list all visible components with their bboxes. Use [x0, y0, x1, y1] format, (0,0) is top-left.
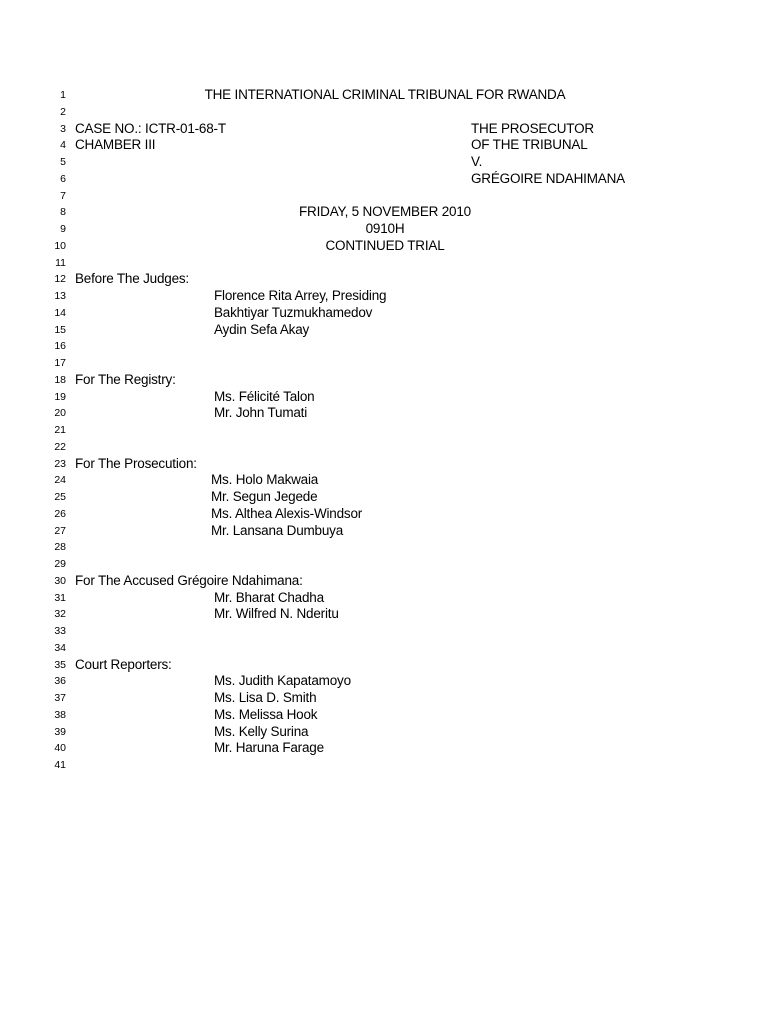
transcript-line — [0, 506, 770, 523]
transcript-line — [0, 154, 770, 171]
transcript-line — [0, 472, 770, 489]
transcript-line — [0, 372, 770, 389]
transcript-line — [0, 640, 770, 657]
transcript-line — [0, 439, 770, 456]
line-number: 10 — [54, 239, 66, 252]
line-number: 19 — [54, 390, 66, 403]
case-title-text: V. — [471, 154, 483, 169]
line-text: Ms. Holo Makwaia — [211, 472, 319, 488]
line-number: 35 — [54, 658, 66, 671]
transcript-line — [0, 740, 770, 757]
line-number: 29 — [54, 558, 66, 570]
transcript-line — [0, 171, 770, 188]
transcript-line — [0, 657, 770, 674]
line-number: 30 — [54, 574, 66, 587]
line-text: Ms. Althea Alexis-Windsor — [211, 505, 363, 521]
line-number: 5 — [60, 156, 66, 168]
line-number: 18 — [54, 373, 66, 386]
line-number: 9 — [60, 223, 66, 235]
transcript-line — [0, 707, 770, 724]
line-text: Ms. Lisa D. Smith — [214, 690, 317, 705]
line-text: Mr. Haruna Farage — [214, 740, 324, 756]
line-number: 28 — [54, 541, 66, 554]
line-number: 4 — [60, 139, 66, 152]
line-text: Florence Rita Arrey, Presiding — [214, 288, 387, 303]
line-number: 25 — [54, 491, 66, 503]
transcript-line — [0, 322, 770, 339]
line-number: 26 — [54, 507, 66, 520]
line-number: 39 — [54, 725, 66, 738]
line-number: 21 — [54, 424, 66, 436]
line-number: 8 — [60, 206, 66, 219]
case-title-text: OF THE TRIBUNAL — [471, 137, 588, 153]
line-number: 3 — [60, 122, 66, 135]
line-number: 13 — [54, 290, 66, 302]
line-number: 17 — [54, 357, 66, 369]
line-number: 15 — [54, 323, 66, 336]
transcript-line — [0, 690, 770, 707]
line-text: FRIDAY, 5 NOVEMBER 2010 — [299, 204, 471, 220]
line-number: 31 — [54, 591, 66, 604]
line-number: 41 — [54, 759, 66, 771]
line-number: 32 — [54, 608, 66, 621]
line-number: 38 — [54, 708, 66, 721]
line-number: 37 — [54, 692, 66, 704]
transcript-line — [0, 456, 770, 473]
line-number: 6 — [60, 172, 66, 185]
line-text: Mr. John Tumati — [214, 405, 308, 421]
line-text: Mr. Segun Jegede — [211, 489, 318, 504]
line-number: 20 — [54, 407, 66, 420]
line-text: For The Registry: — [75, 371, 176, 387]
line-number: 34 — [54, 641, 66, 654]
line-text: CONTINUED TRIAL — [325, 237, 445, 253]
transcript-line — [0, 673, 770, 690]
transcript-line — [0, 188, 770, 205]
line-number: 36 — [54, 675, 66, 688]
line-text: For The Accused Grégoire Ndahimana: — [75, 572, 303, 588]
line-text: Mr. Lansana Dumbuya — [211, 522, 344, 538]
case-title-text: THE PROSECUTOR — [471, 120, 594, 136]
transcript-line — [0, 489, 770, 506]
transcript-line — [0, 338, 770, 355]
transcript-line — [0, 422, 770, 439]
transcript-line — [0, 204, 770, 221]
line-number: 24 — [54, 474, 66, 487]
line-number: 2 — [60, 105, 66, 118]
transcript-line — [0, 255, 770, 272]
line-text: Court Reporters: — [75, 656, 172, 672]
line-number: 14 — [54, 306, 66, 319]
transcript-line — [0, 271, 770, 288]
line-number: 1 — [60, 89, 66, 101]
transcript-line — [0, 104, 770, 121]
transcript-line — [0, 355, 770, 372]
line-number: 11 — [55, 256, 66, 269]
line-number: 40 — [54, 742, 66, 755]
line-text: Mr. Bharat Chadha — [214, 589, 324, 605]
line-text: Before The Judges: — [75, 271, 189, 287]
line-number: 22 — [54, 440, 66, 453]
line-number: 16 — [54, 340, 66, 353]
line-text: 0910H — [365, 221, 405, 236]
line-text: Mr. Wilfred N. Nderitu — [214, 606, 339, 622]
transcript-line — [0, 757, 770, 774]
transcript-line — [0, 405, 770, 422]
transcript-line — [0, 573, 770, 590]
transcript-line — [0, 590, 770, 607]
case-title-text: GRÉGOIRE NDAHIMANA — [471, 170, 625, 186]
line-text: Ms. Félicité Talon — [214, 388, 315, 404]
line-number: 7 — [60, 189, 66, 202]
transcript-line — [0, 556, 770, 573]
line-number: 23 — [54, 457, 66, 470]
line-number: 27 — [54, 524, 66, 537]
transcript-line — [0, 389, 770, 406]
transcript-line — [0, 221, 770, 238]
transcript-line — [0, 539, 770, 556]
transcript-line — [0, 606, 770, 623]
transcript-line — [0, 523, 770, 540]
transcript-line — [0, 623, 770, 640]
transcript-line — [0, 305, 770, 322]
case-info-text: CASE NO.: ICTR-01-68-T — [75, 120, 226, 136]
case-info-text: CHAMBER III — [75, 137, 156, 153]
transcript-line — [0, 288, 770, 305]
line-text: Aydin Sefa Akay — [214, 321, 310, 337]
line-number: 33 — [54, 625, 66, 637]
line-text: Ms. Melissa Hook — [214, 706, 318, 722]
line-number: 12 — [54, 273, 66, 286]
line-text: THE INTERNATIONAL CRIMINAL TRIBUNAL FOR RWANDA — [204, 87, 566, 102]
transcript-line — [0, 137, 770, 154]
transcript-line — [0, 238, 770, 255]
transcript-line — [0, 87, 770, 104]
line-text: Ms. Kelly Surina — [214, 723, 309, 739]
transcript-line — [0, 724, 770, 741]
line-text: For The Prosecution: — [75, 455, 197, 471]
line-text: Bakhtiyar Tuzmukhamedov — [214, 304, 373, 320]
transcript-line — [0, 121, 770, 138]
line-text: Ms. Judith Kapatamoyo — [214, 673, 351, 689]
